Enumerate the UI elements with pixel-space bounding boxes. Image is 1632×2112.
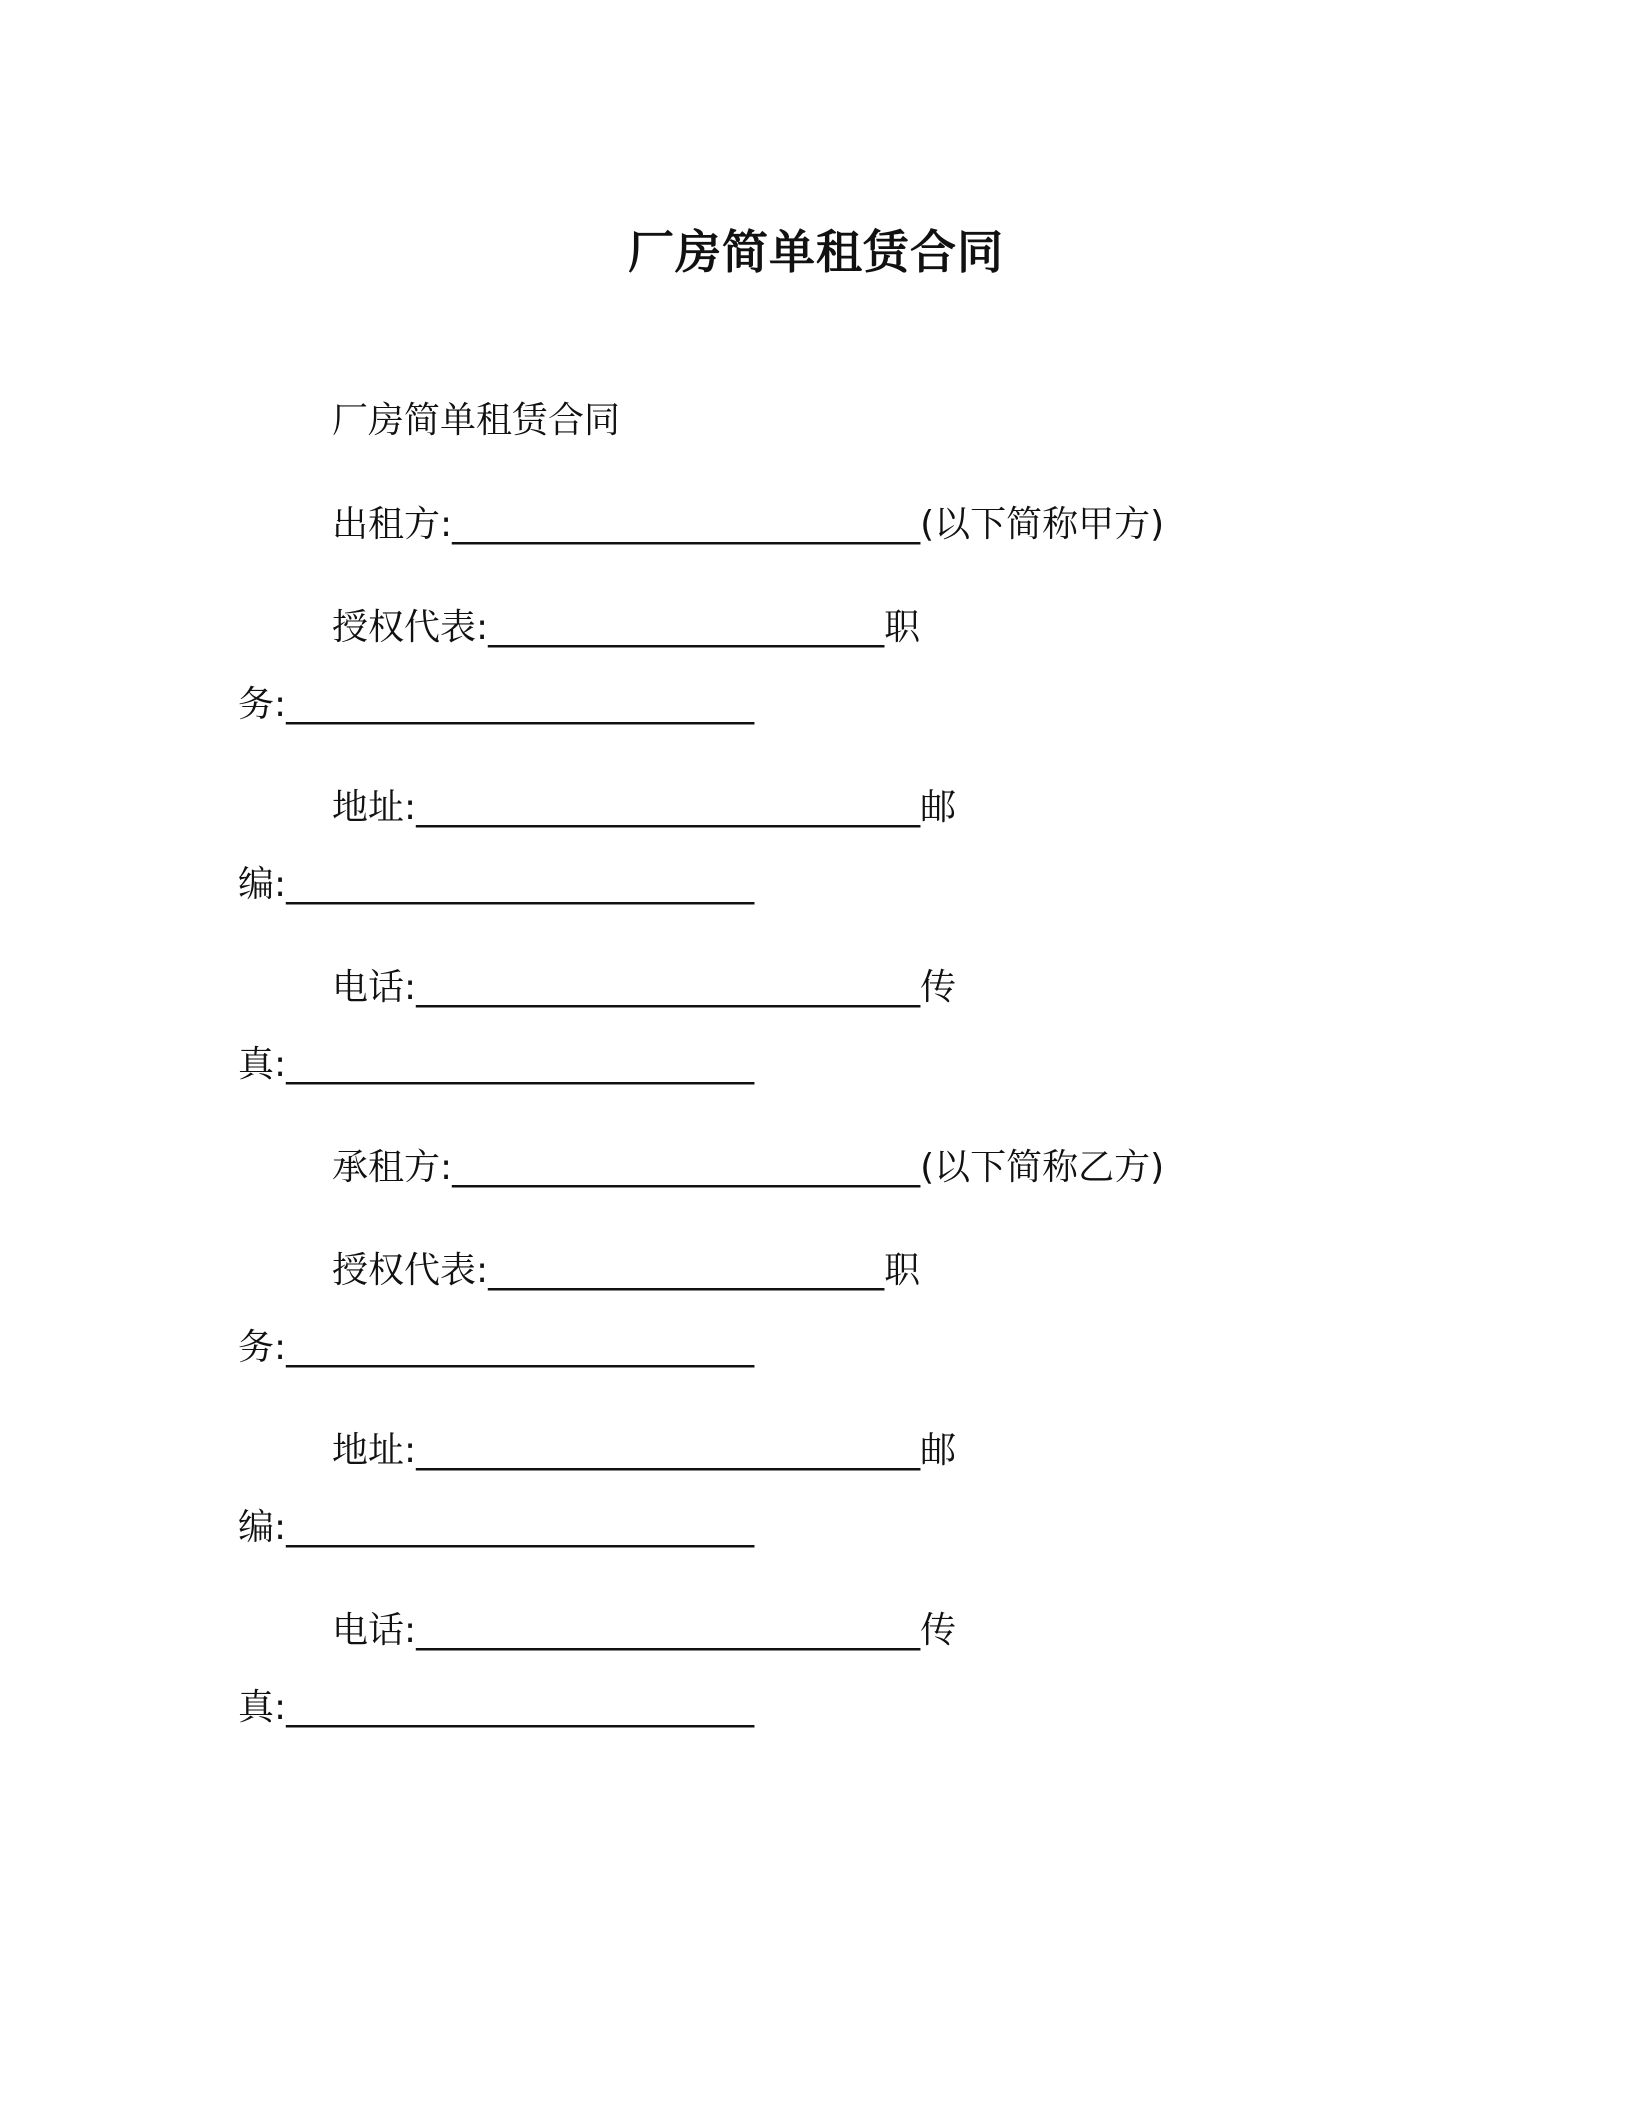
lessee-party-line: 承租方:__________________________(以下简称乙方) xyxy=(332,1147,1165,1188)
lessor-postcode-line: 编:__________________________ xyxy=(238,864,755,905)
lessee-fax-line: 真:__________________________ xyxy=(238,1687,755,1728)
lessee-representative-line: 授权代表:______________________职 xyxy=(332,1250,921,1291)
lessor-address-line: 地址:____________________________邮 xyxy=(332,787,957,828)
page-title: 厂房简单租赁合同 xyxy=(628,225,1004,279)
lessee-address-line: 地址:____________________________邮 xyxy=(332,1430,957,1471)
lessor-position-line: 务:__________________________ xyxy=(238,684,755,725)
lessor-party-line: 出租方:__________________________(以下简称甲方) xyxy=(332,504,1165,545)
lessor-fax-line: 真:__________________________ xyxy=(238,1044,755,1085)
lessee-postcode-line: 编:__________________________ xyxy=(238,1507,755,1548)
lessee-position-line: 务:__________________________ xyxy=(238,1327,755,1368)
lessor-representative-line: 授权代表:______________________职 xyxy=(332,607,921,648)
lessor-phone-line: 电话:____________________________传 xyxy=(332,967,957,1008)
document-subtitle: 厂房简单租赁合同 xyxy=(332,400,621,441)
lessee-phone-line: 电话:____________________________传 xyxy=(332,1610,957,1651)
